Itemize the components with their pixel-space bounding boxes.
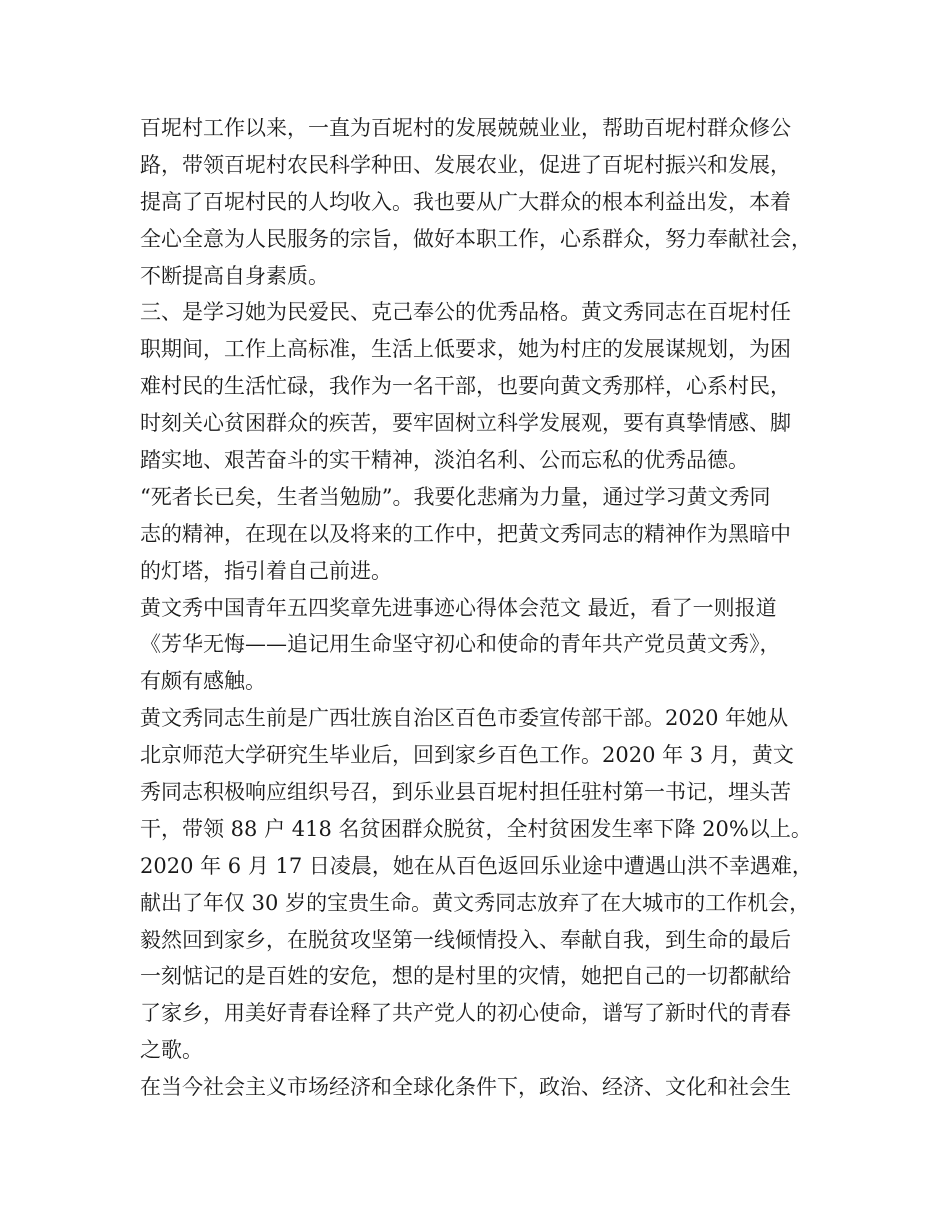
text-line: 难村民的生活忙碌，我作为一名干部，也要向黄文秀那样，心系村民， — [140, 374, 791, 399]
text-line: 《芳华无悔——追记用生命坚守初心和使命的青年共产党员黄文秀》， — [140, 632, 781, 657]
text-line: “死者长已矣，生者当勉励”。我要化悲痛为力量，通过学习黄文秀同 — [140, 484, 771, 509]
text-line: 时刻关心贫困群众的疾苦，要牢固树立科学发展观，要有真挚情感、脚 — [140, 411, 791, 436]
text-line: 三、是学习她为民爱民、克己奉公的优秀品格。黄文秀同志在百坭村任 — [140, 300, 791, 325]
text-line: 献出了年仅 30 岁的宝贵生命。黄文秀同志放弃了在大城市的工作机会， — [140, 890, 811, 915]
text-line: 有颇有感触。 — [140, 669, 266, 694]
text-line: 志的精神，在现在以及将来的工作中，把黄文秀同志的精神作为黑暗中 — [140, 521, 791, 546]
text-line: 干，带领 88 户 418 名贫困群众脱贫，全村贫困发生率下降 20%以上。 — [140, 816, 812, 841]
body-text — [140, 110, 840, 1106]
text-line: 路，带领百坭村农民科学种田、发展农业，促进了百坭村振兴和发展， — [140, 152, 791, 177]
text-line: 黄文秀同志生前是广西壮族自治区百色市委宣传部干部。2020 年她从 — [140, 706, 789, 731]
text-line: 2020 年 6 月 17 日凌晨，她在从百色返回乐业途中遭遇山洪不幸遇难， — [140, 853, 813, 878]
text-line: 职期间，工作上高标准，生活上低要求，她为村庄的发展谋规划，为困 — [140, 337, 791, 362]
text-line: 秀同志积极响应组织号召，到乐业县百坭村担任驻村第一书记，埋头苦 — [140, 780, 791, 805]
text-line: 了家乡，用美好青春诠释了共产党人的初心使命，谱写了新时代的青春 — [140, 1001, 791, 1026]
text-line: 的灯塔，指引着自己前进。 — [140, 558, 392, 583]
text-line: 百坭村工作以来，一直为百坭村的发展兢兢业业，帮助百坭村群众修公 — [140, 116, 791, 140]
text-line: 一刻惦记的是百姓的安危，想的是村里的灾情，她把自己的一切都献给 — [140, 964, 791, 989]
text-line: 毅然回到家乡，在脱贫攻坚第一线倾情投入、奉献自我，到生命的最后 — [140, 927, 791, 952]
text-line: 黄文秀中国青年五四奖章先进事迹心得体会范文 最近，看了一则报道 — [140, 595, 777, 620]
text-line: 提高了百坭村民的人均收入。我也要从广大群众的根本利益出发，本着 — [140, 189, 791, 214]
text-line: 在当今社会主义市场经济和全球化条件下，政治、经济、文化和社会生 — [140, 1075, 791, 1100]
text-line: 北京师范大学研究生毕业后，回到家乡百色工作。2020 年 3 月，黄文 — [140, 743, 794, 768]
text-line: 之歌。 — [140, 1038, 203, 1063]
text-line: 不断提高自身素质。 — [140, 263, 329, 288]
text-line: 全心全意为人民服务的宗旨，做好本职工作，心系群众，努力奉献社会， — [140, 226, 812, 251]
text-line: 踏实地、艰苦奋斗的实干精神，淡泊名利、公而忘私的优秀品德。 — [140, 448, 749, 473]
